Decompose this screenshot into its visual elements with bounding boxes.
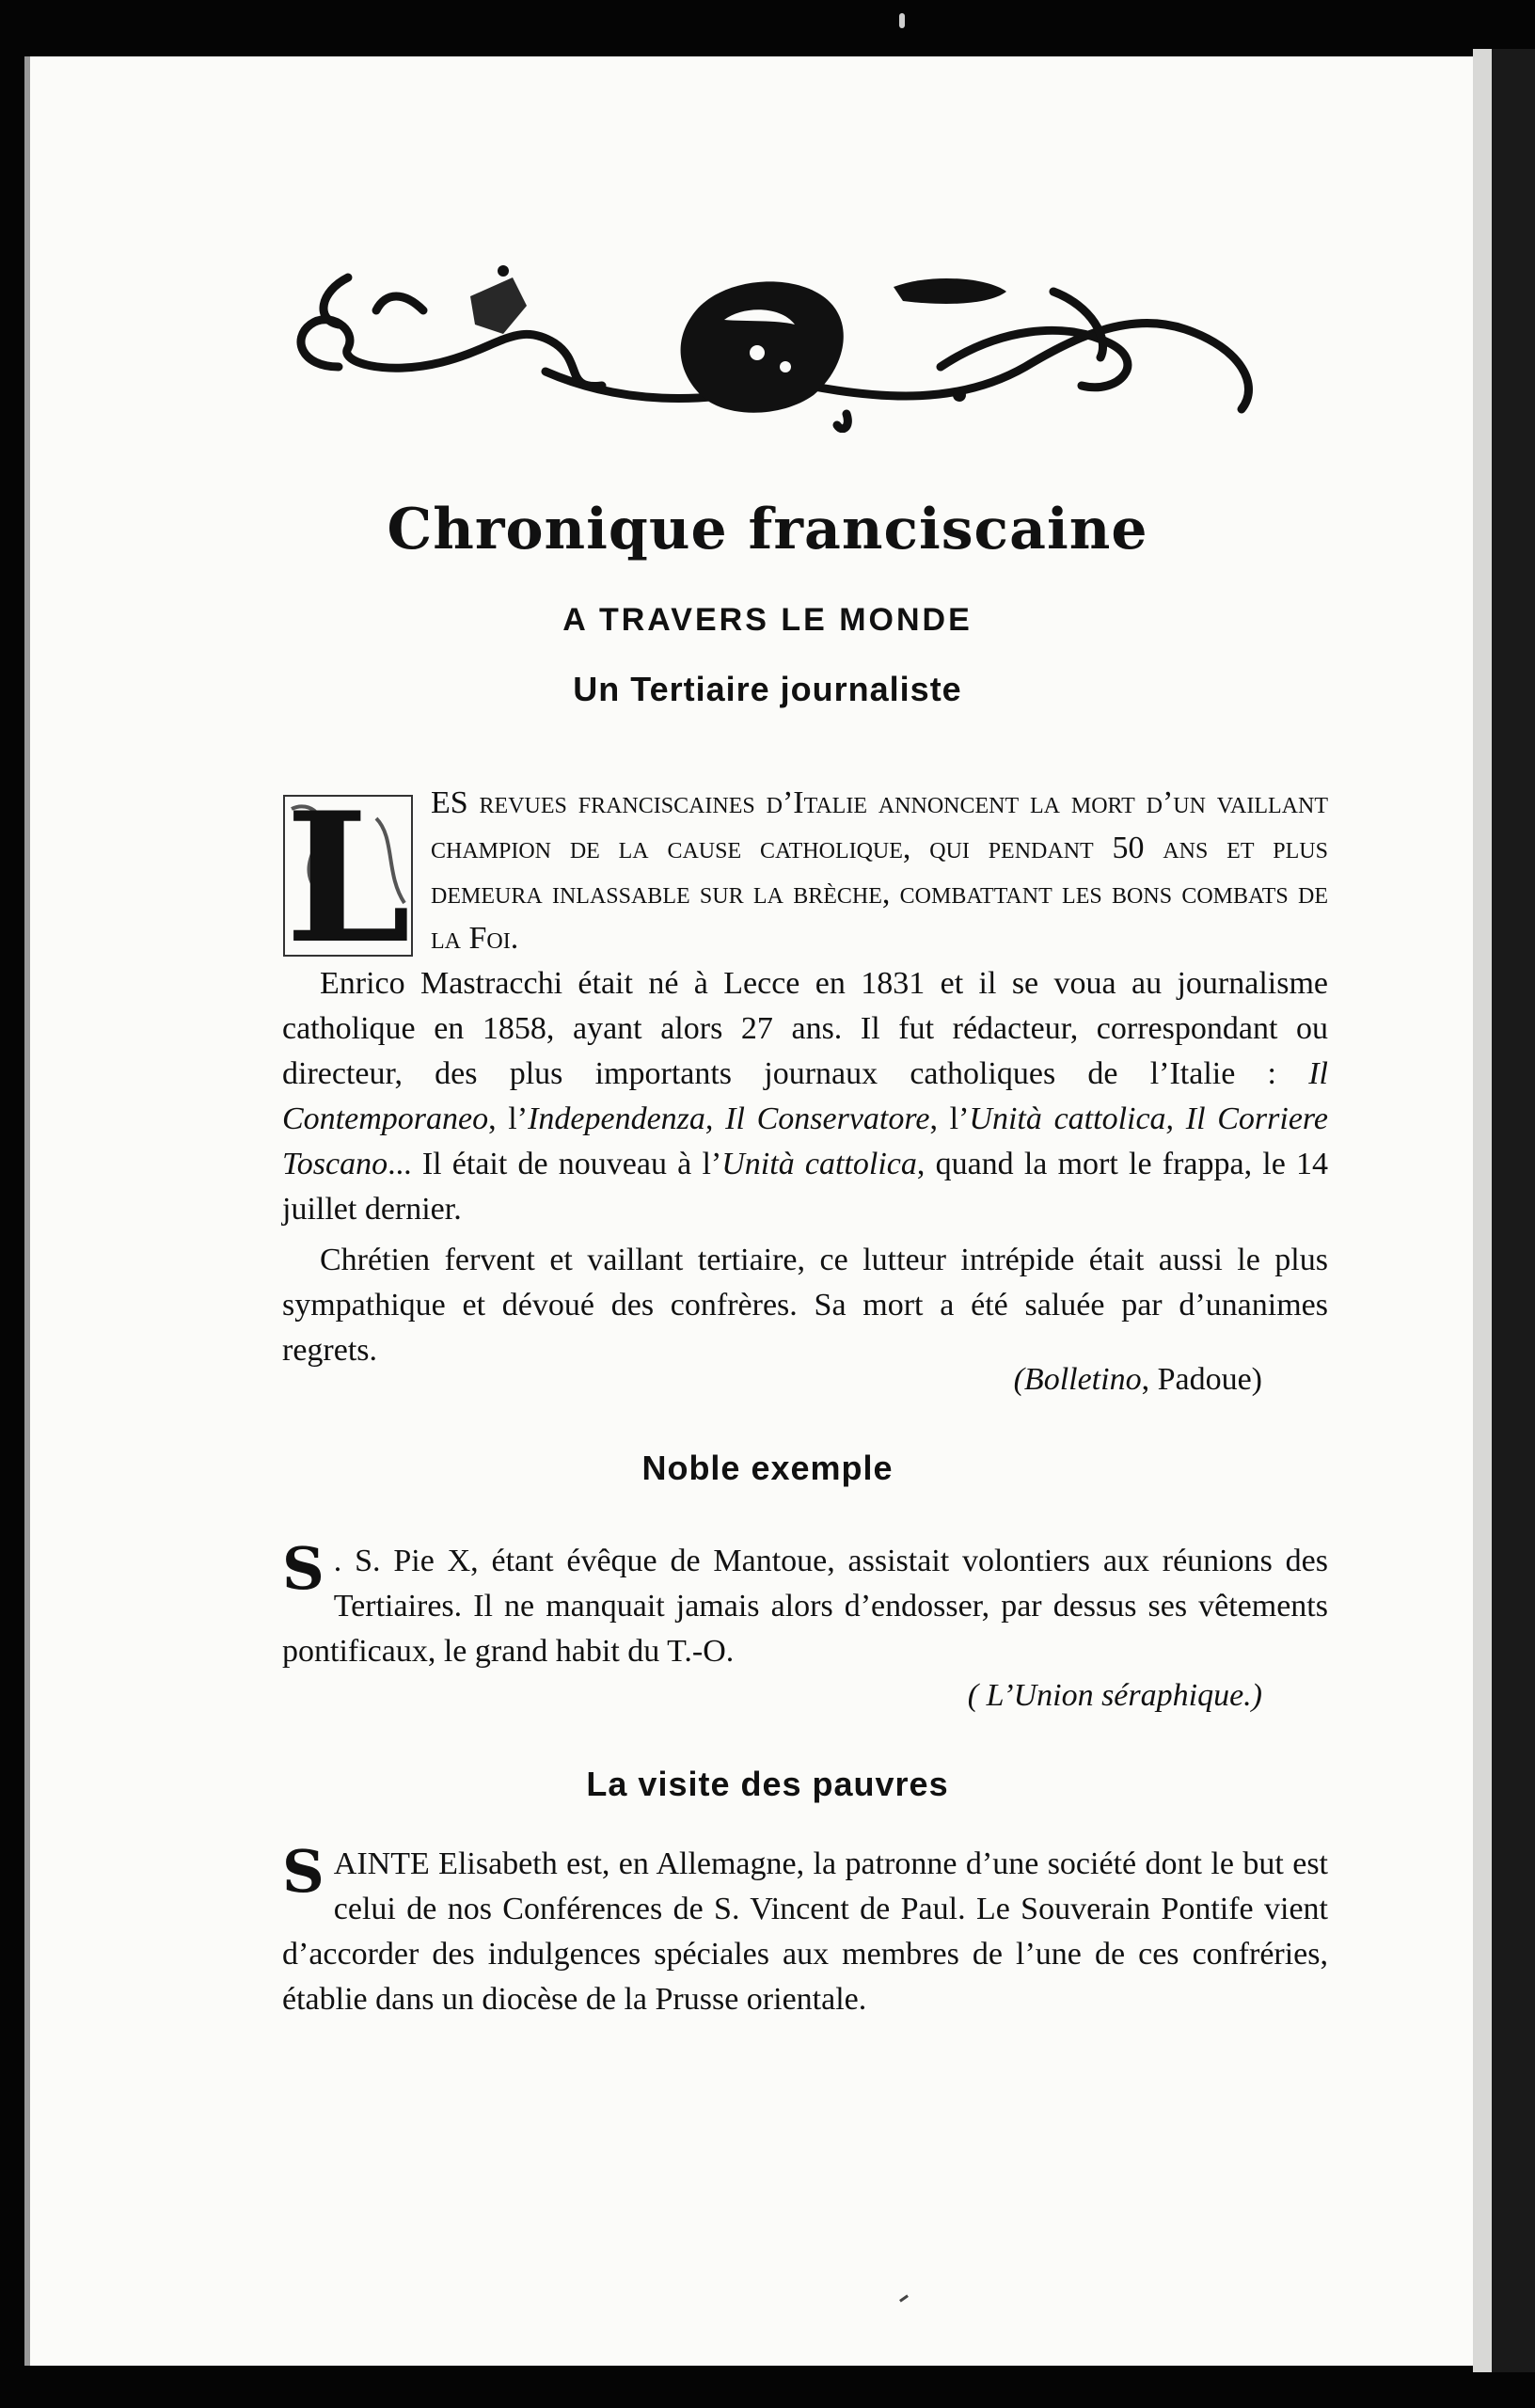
dropcap-s: S xyxy=(282,1534,324,1603)
section-heading: A TRAVERS LE MONDE xyxy=(562,602,973,638)
paragraph-5: SAINTE Elisabeth est, en Allemagne, la patronne d’une société dont le but est celui de nos Conférences de S. Vincent de Paul. Le Souverain Pontife vient d’accorder des indulgences spéciales aux membres de l’une de ces confréries, établie dans un diocèse de la Prusse orientale. xyxy=(282,1837,1328,2017)
article-heading-1: Un Tertiaire journaliste xyxy=(573,670,962,708)
facing-page-edge xyxy=(1473,49,1492,2372)
source-citation-2: ( L’Union séraphique.) xyxy=(967,1678,1262,1713)
decorated-dropcap-l xyxy=(282,790,414,961)
paragraph-1-text: ES revues franciscaines d’Italie annoncent la mort d’un vaillant champion de la cause catholique, qui pendant 50 ans et plus demeura inlassable sur la brèche, combattant les bons combats de la Foi. xyxy=(431,785,1328,956)
paragraph-2: Enrico Mastracchi était né à Lecce en 1831 et il se voua au journalisme catholique en 1858, ayant alors 27 ans. Il fut rédacteur, correspondant ou directeur, des plus importants journaux catholiques de l’Italie : Il Contemporaneo, l’Independenza, Il Conservatore, l’Unità cattolica, Il Corriere Toscano... Il était de nouveau à l’Unità cattolica, quand la mort le frappa, le 14 juillet dernier. xyxy=(282,966,1329,1227)
article-heading-2: Noble exemple xyxy=(641,1449,894,1487)
article-body-1 xyxy=(282,781,1328,1373)
article-heading-3: La visite des pauvres xyxy=(586,1765,949,1803)
dropcap-s-2: S xyxy=(282,1837,324,1906)
article-body-3 xyxy=(282,1837,1328,2022)
paragraph-1 xyxy=(282,781,1328,961)
dropcap-l-glyph: L xyxy=(285,790,411,961)
source-citation-1: (Bolletino, Padoue) xyxy=(1013,1362,1262,1397)
page-title: Chronique franciscaine xyxy=(387,497,1148,562)
paragraph-3: Chrétien fervent et vaillant tertiaire, ce lutteur intrépide était aussi le plus sympathique et dévoué des confrères. Sa mort a été saluée par d’unanimes regrets. xyxy=(282,1243,1328,1368)
floral-ornament-banner xyxy=(282,254,1279,433)
scan-border xyxy=(1492,49,1535,2372)
paragraph-4: S . S. Pie X, étant évêque de Mantoue, assistait volontiers aux réunions des Tertiaires. Il ne manquait jamais alors d’endosser, par dessus ses vêtements pontificaux, le grand habit du T.-O. xyxy=(282,1534,1328,1669)
article-body-2 xyxy=(282,1534,1328,1674)
scan-mark xyxy=(899,13,905,28)
